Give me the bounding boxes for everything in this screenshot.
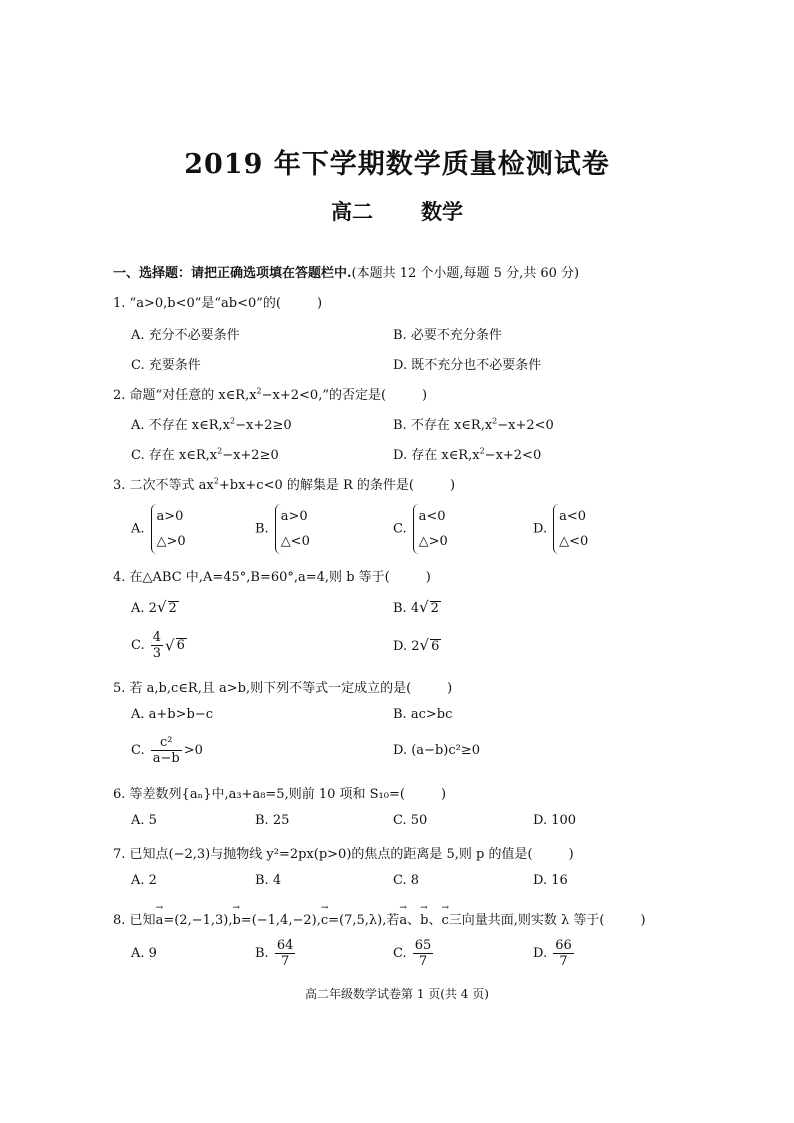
- inequality-system: a<0 △<0: [553, 504, 588, 554]
- section-heading: [113, 262, 579, 281]
- inequality-system: a<0 △>0: [413, 504, 448, 554]
- question-stem: 三向量共面,则实数 λ 等于(: [448, 913, 605, 928]
- q3-option-c: C. a<0 △>0: [393, 504, 448, 554]
- question-2: [113, 384, 427, 403]
- q2-option-a: A. 不存在 $x\in R,x^2-x+2\ge 0$: [131, 416, 292, 433]
- vector-c: → c: [321, 913, 328, 928]
- q5-option-d: D. (a−b)c²≥0: [393, 743, 480, 758]
- q6-option-a: A. 5: [131, 813, 157, 828]
- question-stem: 若 a,b,c∈R,且 a>b,则下列不等式一定成立的是(: [129, 681, 412, 696]
- question-3: 3. 二次不等式 $ax^2+bx+c<0$ 的解集是 R 的条件是( ): [113, 476, 456, 493]
- vector-b: → b: [232, 913, 240, 928]
- q7-option-b: B. 4: [255, 873, 282, 888]
- answer-paren: ): [447, 681, 453, 696]
- answer-paren: ): [450, 478, 456, 493]
- q6-option-b: B. 25: [255, 813, 290, 828]
- question-stem-tail: +bx+c<0 的解集是 R 的条件是(: [218, 478, 414, 493]
- q8-option-a: A. 9: [131, 946, 157, 961]
- q4-option-b: B. 4√ 2: [393, 598, 439, 616]
- grade-label: 高二: [331, 199, 373, 224]
- question-6: [113, 783, 446, 802]
- question-1: [113, 292, 322, 311]
- section-title: 一、选择题：请把正确选项填在答题栏中.: [113, 266, 352, 281]
- answer-paren: ): [568, 847, 574, 862]
- question-number: 6.: [113, 787, 126, 802]
- q6-option-c: C. 50: [393, 813, 428, 828]
- q4-option-c: C. $\frac{4}{3}$ √ 6: [131, 630, 185, 661]
- q1-option-d: D. 既不充分也不必要条件: [393, 358, 542, 373]
- q5-option-a: A. a+b>b−c: [131, 707, 214, 722]
- q3-option-d: D. a<0 △<0: [533, 504, 588, 554]
- question-number: 1.: [113, 296, 126, 311]
- q8-option-c: C. $\frac{65}{7}$: [393, 938, 432, 969]
- question-number: 3.: [113, 478, 126, 493]
- question-number: 2.: [113, 388, 126, 403]
- question-number: 8.: [113, 913, 126, 928]
- q2-option-d: D. 存在 $x\in R,x^2-x+2<0$: [393, 446, 542, 463]
- q7-option-c: C. 8: [393, 873, 420, 888]
- question-5: [113, 677, 452, 696]
- question-4: [113, 566, 431, 585]
- fraction: $\frac{65}{7}$: [414, 938, 432, 969]
- q1-option-a: A. 充分不必要条件: [131, 328, 240, 343]
- q3-option-a: A. a>0 △>0: [131, 504, 186, 554]
- answer-paren: ): [422, 388, 428, 403]
- q7-option-d: D. 16: [533, 873, 568, 888]
- question-stem: 命题“对任意的 x∈R,x: [129, 388, 257, 403]
- q1-option-b: B. 必要不充分条件: [393, 328, 502, 343]
- q4-option-d: D. 2√ 6: [393, 636, 440, 654]
- q2-option-c: C. 存在 $x\in R,x^2-x+2\ge 0$: [131, 446, 279, 463]
- vector-a: → a: [156, 913, 164, 928]
- question-stem: 已知点(−2,3)与抛物线 y²=2px(p>0)的焦点的距离是 5,则 p 的值是(: [129, 847, 533, 862]
- fraction: $\frac{64}{7}$: [276, 938, 294, 969]
- fraction: $\frac{4}{3}$: [152, 630, 162, 661]
- answer-paren: ): [425, 570, 431, 585]
- q1-option-c: C. 充要条件: [131, 358, 201, 373]
- q8-option-d: D. $\frac{66}{7}$: [533, 938, 572, 969]
- answer-paren: ): [440, 787, 447, 802]
- fraction: $\frac{66}{7}$: [555, 938, 572, 969]
- subject-label: 数学: [421, 199, 463, 224]
- q5-option-c: C. $\frac{\text{c²}}{a-b}$ >0: [131, 735, 203, 766]
- question-stem: 在△ABC 中,A=45°,B=60°,a=4,则 b 等于(: [129, 570, 390, 585]
- question-stem: 等差数列{aₙ}中,a₃+a₈=5,则前 10 项和 S₁₀=(: [129, 787, 405, 802]
- q5-option-b: B. ac>bc: [393, 707, 453, 722]
- question-7: [113, 843, 574, 862]
- q4-option-a: A. 2√ 2: [131, 598, 177, 616]
- q7-option-a: A. 2: [131, 873, 157, 888]
- question-number: 4.: [113, 570, 126, 585]
- question-8: 8. 已知→ a=(2,−1,3),→ b=(−1,4,−2),→ c=(7,5,λ),若→ a、→ b、→ c三向量共面,则实数 λ 等于( ): [113, 909, 646, 928]
- page-footer: 高二年级数学试卷第 1 页(共 4 页): [305, 987, 489, 1001]
- inequality-system: a>0 △<0: [275, 504, 310, 554]
- q2-option-b: B. 不存在 $x\in R,x^2-x+2<0$: [393, 416, 554, 433]
- exponent: 2: [256, 386, 262, 396]
- question-number: 5.: [113, 681, 126, 696]
- fraction: $\frac{\text{c²}}{a-b}$: [152, 735, 180, 766]
- section-note: (本题共 12 个小题,每题 5 分,共 60 分): [351, 266, 580, 281]
- question-stem-tail: −x+2<0,”的否定是(: [261, 388, 387, 403]
- inequality-system: a>0 △>0: [151, 504, 186, 554]
- page-subtitle: [0, 196, 794, 226]
- question-stem: “a>0,b<0”是“ab<0”的(: [129, 296, 281, 311]
- answer-paren: ): [316, 296, 323, 311]
- question-number: 7.: [113, 847, 126, 862]
- page-title: 2019 年下学期数学质量检测试卷: [184, 149, 610, 180]
- question-stem: 二次不等式 ax: [129, 478, 214, 493]
- q8-option-b: B. $\frac{64}{7}$: [255, 938, 294, 969]
- q6-option-d: D. 100: [533, 813, 577, 828]
- q3-option-b: B. a>0 △<0: [255, 504, 310, 554]
- answer-paren: ): [640, 913, 646, 928]
